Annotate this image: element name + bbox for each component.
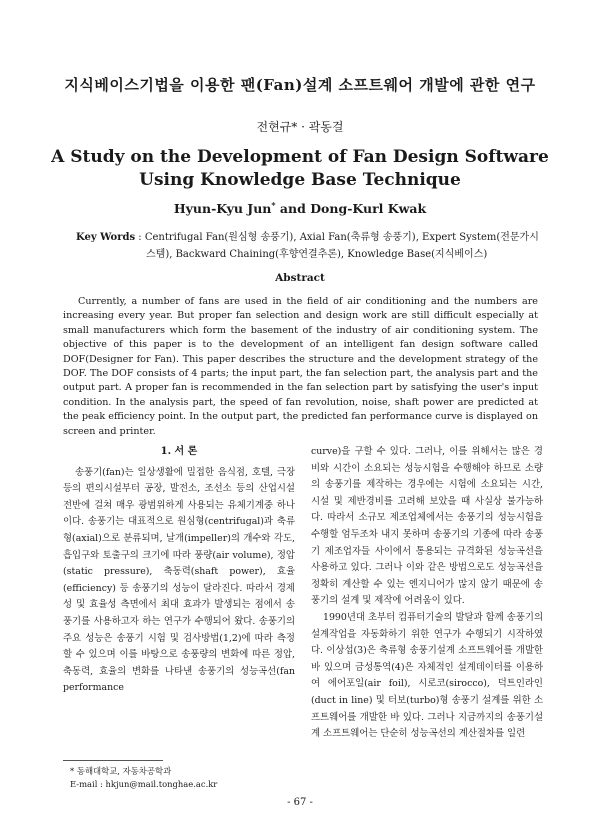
- left-column: [63, 444, 295, 697]
- abstract-text: Currently, a number of fans are used in the field of air conditioning and the numbers are increasing every year. But proper fan selection and design work are still difficult especially at small manufacturers which form the basement of the industry of air conditioning system. The objective of this paper is to the development of an intelligent fan design software called DOF(Designer for Fan). This paper describes the structure and the development strategy of the DOF. The DOF consists of 4 parts; the input part, the fan selection part, the analysis part and the output part. A proper fan is recommended in the fan selection part by satisfying the user's input condition. In the analysis part, the speed of fan revolution, noise, shaft power are predicted at the peak efficiency point. In the output part, the predicted fan performance curve is displayed on screen and printer.: [63, 296, 538, 437]
- author-mark: *: [271, 200, 276, 210]
- footnote-affiliation: * 동해대학교, 자동차공학과: [70, 766, 172, 776]
- abstract-body: [63, 295, 538, 439]
- author-rest: and Dong-Kurl Kwak: [275, 201, 427, 217]
- intro-paragraph-1-cont: curve)을 구할 수 있다. 그러나, 이를 위해서는 많은 경비와 시간이 소요되는 성능시험을 수행해야 하므로 소량의 송풍기를 제작하는 경우에는 시험에 소요되는 시간, 시설 및 제반경비를 고려해 보았을 때 사실상 불가능하다. 따라서 소규모 제조업체에서는 송풍기의 성능시험을 수행할 엄두조차 내지 못하며 송풍기의 기종에 따라 송풍기 제조업자들 사이에서 통용되는 규격화된 성능곡선을 사용하고 있다. 그러나 이와 같은 방법으로도 성능곡선을 정확히 계산할 수 있는 엔지니어가 많지 않기 때문에 송풍기의 설계 및 제작에 어려움이 있다.: [311, 446, 543, 607]
- abstract-heading: Abstract: [275, 272, 325, 284]
- keywords-line1: : Centrifugal Fan(원심형 송풍기), Axial Fan(축류형 송풍기), Expert System(전문가시: [138, 232, 539, 243]
- right-column: [311, 444, 543, 743]
- keywords-block: [76, 229, 546, 263]
- footnote: [70, 765, 217, 791]
- english-authors: [0, 200, 600, 216]
- author-first: Hyun-Kyu Jun: [173, 201, 272, 217]
- page-number: - 67 -: [287, 797, 313, 808]
- intro-paragraph-1: 송풍기(fan)는 일상생활에 밀접한 음식점, 호텔, 극장 등의 편의시설부터 공장, 발전소, 조선소 등의 산업시설전반에 걸쳐 매우 광범위하게 사용되는 유체기계중 하나이다. 송풍기는 대표적으로 원심형(centrifugal)과 축류형(axial)으로 분류되며, 날개(impeller)의 개수와 각도, 흡입구와 토출구의 크기에 따라 풍량(air volume), 정압(static pressure), 축동력(shaft power), 효율(efficiency) 등 송풍기의 성능이 달라진다. 따라서 경제성 및 효율성 측면에서 최대 효과가 발생되는 점에서 송풍기를 사용하고자 하는 연구가 수행되어 왔다. 송풍기의 주요 성능은 송풍기 시험 및 검사방법(1,2)에 따라 측정할 수 있으며 이를 바탕으로 송풍량의 변화에 따른 정압, 축동력, 효율의 변화를 나타낸 송풍기의 성능곡선(fan performance: [63, 466, 295, 694]
- keywords-line2: 스템), Backward Chaining(후향연결추론), Knowledge Base(지식베이스): [146, 249, 488, 260]
- keywords-label: Key Words: [76, 232, 136, 243]
- footnote-rule: [63, 760, 163, 761]
- english-title: A Study on the Development of Fan Design Software Using Knowledge Base Technique: [51, 147, 549, 190]
- footnote-email: E-mail : hkjun@mail.tonghae.ac.kr: [70, 779, 218, 789]
- section-heading: 1. 서 론: [160, 446, 198, 457]
- korean-title: 지식베이스기법을 이용한 팬(Fan)설계 소프트웨어 개발에 관한 연구: [64, 76, 536, 94]
- korean-authors: 전현규* · 곽동걸: [256, 120, 344, 134]
- intro-paragraph-2: 1990년대 초부터 컴퓨터기술의 발달과 함께 송풍기의 설계작업을 자동화하기 위한 연구가 수행되기 시작하였다. 이상섭(3)은 축류형 송풍기설계 소프트웨어를 개발한 바 있으며 금성통역(4)은 자체적인 설계데이터를 이용하여 에어포일(air foil), 시로코(sirocco), 덕트인라인(duct in line) 및 터보(turbo)형 송풍기 설계를 위한 소프트웨어를 개발한 바 있다. 그러나 지금까지의 송풍기설계 소프트웨어는 단순히 성능곡선의 계산절차를 일련: [311, 611, 543, 740]
